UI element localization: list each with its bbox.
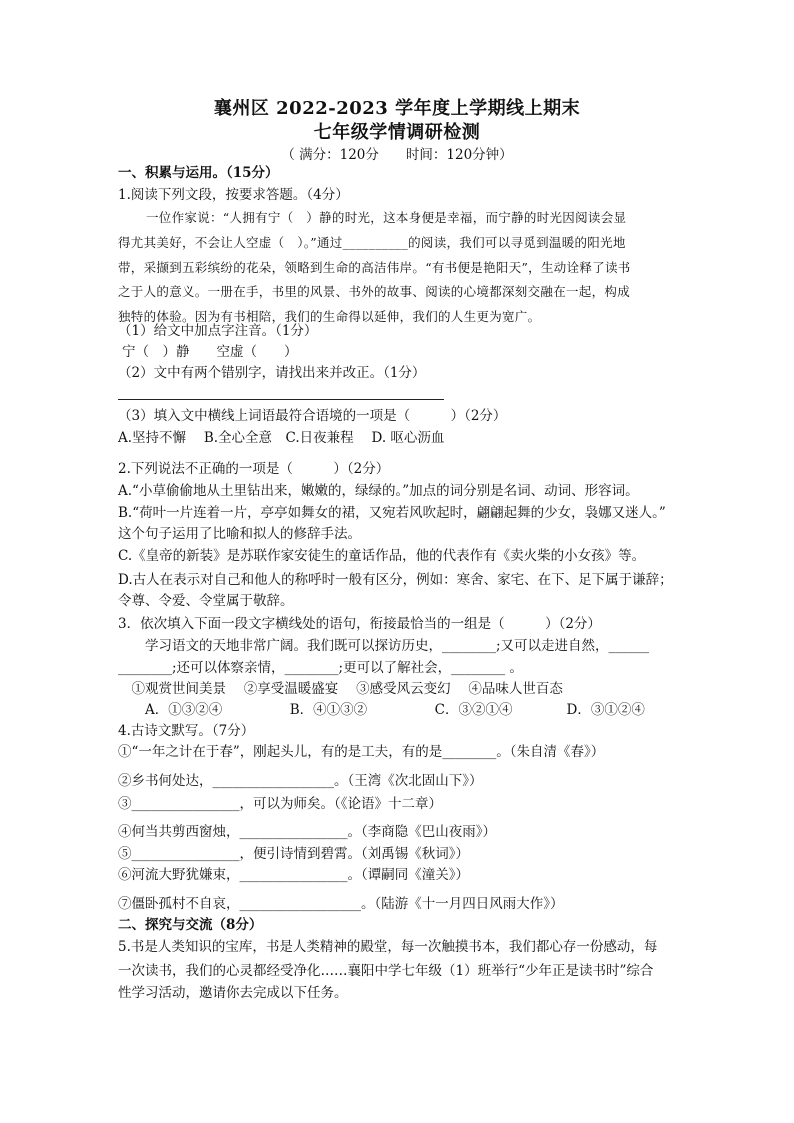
q4-line: ⑤________________，便引诗情到碧霄。（刘禹锡《秋词》） — [118, 846, 469, 862]
section1-heading: 一、积累与运用。（15分） — [118, 165, 279, 181]
q2-option-d: D.古人在表示对自己和他人的称呼时一般有区分，例如：寒舍、家宅、在下、足下属于谦辞； — [118, 572, 673, 588]
q4-line: ①“一年之计在于春”，刚起头儿，有的是工夫，有的是________。（朱自清《春》） — [118, 744, 605, 760]
q3-passage-line: 学习语文的天地非常广阔。我们既可以探访历史，________;又可以走进自然，______ — [118, 638, 650, 654]
q1-passage-line: 独特的体验。因为有书相陪，我们的生命得以延伸，我们的人生更为宽广。 — [118, 309, 541, 324]
q3-choices: ①观赏世间美景 ②享受温暖盛宴 ③感受风云变幻 ④品味人世百态 — [118, 681, 563, 697]
exam-subtitle: 七年级学情调研检测 — [313, 122, 481, 143]
q4-line: ②乡书何处达，__________________。（王湾《次北固山下》） — [118, 773, 483, 789]
q3-options: A．①③②④ B．④①③② C．③②①④ D．③①②④ — [118, 702, 645, 718]
q3-stem: 3．依次填入下面一段文字横线处的语句，衔接最恰当的一组是（ ）（2分） — [118, 616, 601, 632]
q5-line: 5.书是人类知识的宝库，书是人类精神的殿堂，每一次触摸书本，我们都心存一份感动，每 — [118, 939, 658, 955]
q2-option-b-cont: 这个句子运用了比喻和拟人的修辞手法。 — [118, 526, 361, 542]
q4-stem: 4.古诗文默写。（7分） — [118, 723, 255, 739]
q1-sub3: （3）填入文中横线上词语最符合语境的一项是（ ）（2分） — [118, 408, 507, 424]
q1-sub3-options: A.坚持不懈 B.全心全意 C.日夜兼程 D. 呕心沥血 — [118, 430, 445, 446]
exam-info: （ 满分：120分 时间：120分钟） — [281, 147, 513, 163]
q1-passage-line: 之于人的意义。一册在手，书里的风景、书外的故事、阅读的心境都深刻交融在一起，构成 — [118, 284, 631, 299]
q2-option-c: C.《皇帝的新装》是苏联作家安徒生的童话作品，他的代表作有《卖火柴的小女孩》等。 — [118, 548, 646, 564]
q1-stem: 1.阅读下列文段，按要求答题。（4分） — [118, 187, 349, 203]
exam-title: 襄州区 2022-2023 学年度上学期线上期末 — [213, 98, 581, 119]
q2-option-a: A.“小草偷偷地从土里钻出来，嫩嫩的，绿绿的。”加点的词分别是名词、动词、形容词。 — [118, 483, 639, 499]
q1-sub2: （2）文中有两个错别字，请找出来并改正。（1分） — [118, 365, 426, 381]
q4-line: ④何当共剪西窗烛，________________。（李商隐《巴山夜雨》） — [118, 824, 496, 840]
q4-line: ⑥河流大野犹嫌束，________________。（谭嗣同《潼关》） — [118, 867, 469, 883]
q4-line: ③________________，可以为师矣。（《论语》十二章） — [118, 796, 442, 812]
q5-line: 一次读书，我们的心灵都经受净化……襄阳中学七年级（1）班举行“少年正是读书时”综合 — [118, 963, 654, 979]
section2-heading: 二、探究与交流（8分） — [118, 917, 263, 933]
q1-passage-line: 一位作家说：“人拥有宁（ ）静的时光，这本身便是幸福，而宁静的时光因阅读会显 — [146, 210, 627, 225]
q2-option-d-cont: 令尊、令爱、令堂属于敬辞。 — [118, 593, 294, 609]
q1-passage-line: 得尤其美好，不会让人空虚（ ）。”通过__________的阅读，我们可以寻觅到温暖的阳光地 — [118, 235, 626, 250]
q5-line: 性学习活动，邀请你去完成以下任务。 — [118, 985, 348, 1001]
q2-option-b: B.“荷叶一片连着一片，亭亭如舞女的裙，又宛若风吹起时，翩翩起舞的少女，袅娜又迷人。” — [118, 505, 666, 521]
q1-passage-line: 带，采撷到五彩缤纷的花朵，领略到生命的高洁伟岸。“有书便是艳阳天”，生动诠释了读书 — [118, 260, 631, 275]
q4-line: ⑦僵卧孤村不自哀，__________________。（陆游《十一月四日风雨大作》） — [118, 896, 564, 912]
q1-sub1: （1）给文中加点字注音。（1分） — [118, 323, 318, 339]
q1-sub1-answer: 宁（ ）静 空虚（ ） — [122, 344, 298, 360]
q2-stem: 2.下列说法不正确的一项是（ ）（2分） — [118, 461, 390, 477]
q3-passage-line: ________;还可以体察亲情，________;更可以了解社会，________ 。 — [118, 660, 523, 676]
answer-line — [118, 399, 444, 400]
